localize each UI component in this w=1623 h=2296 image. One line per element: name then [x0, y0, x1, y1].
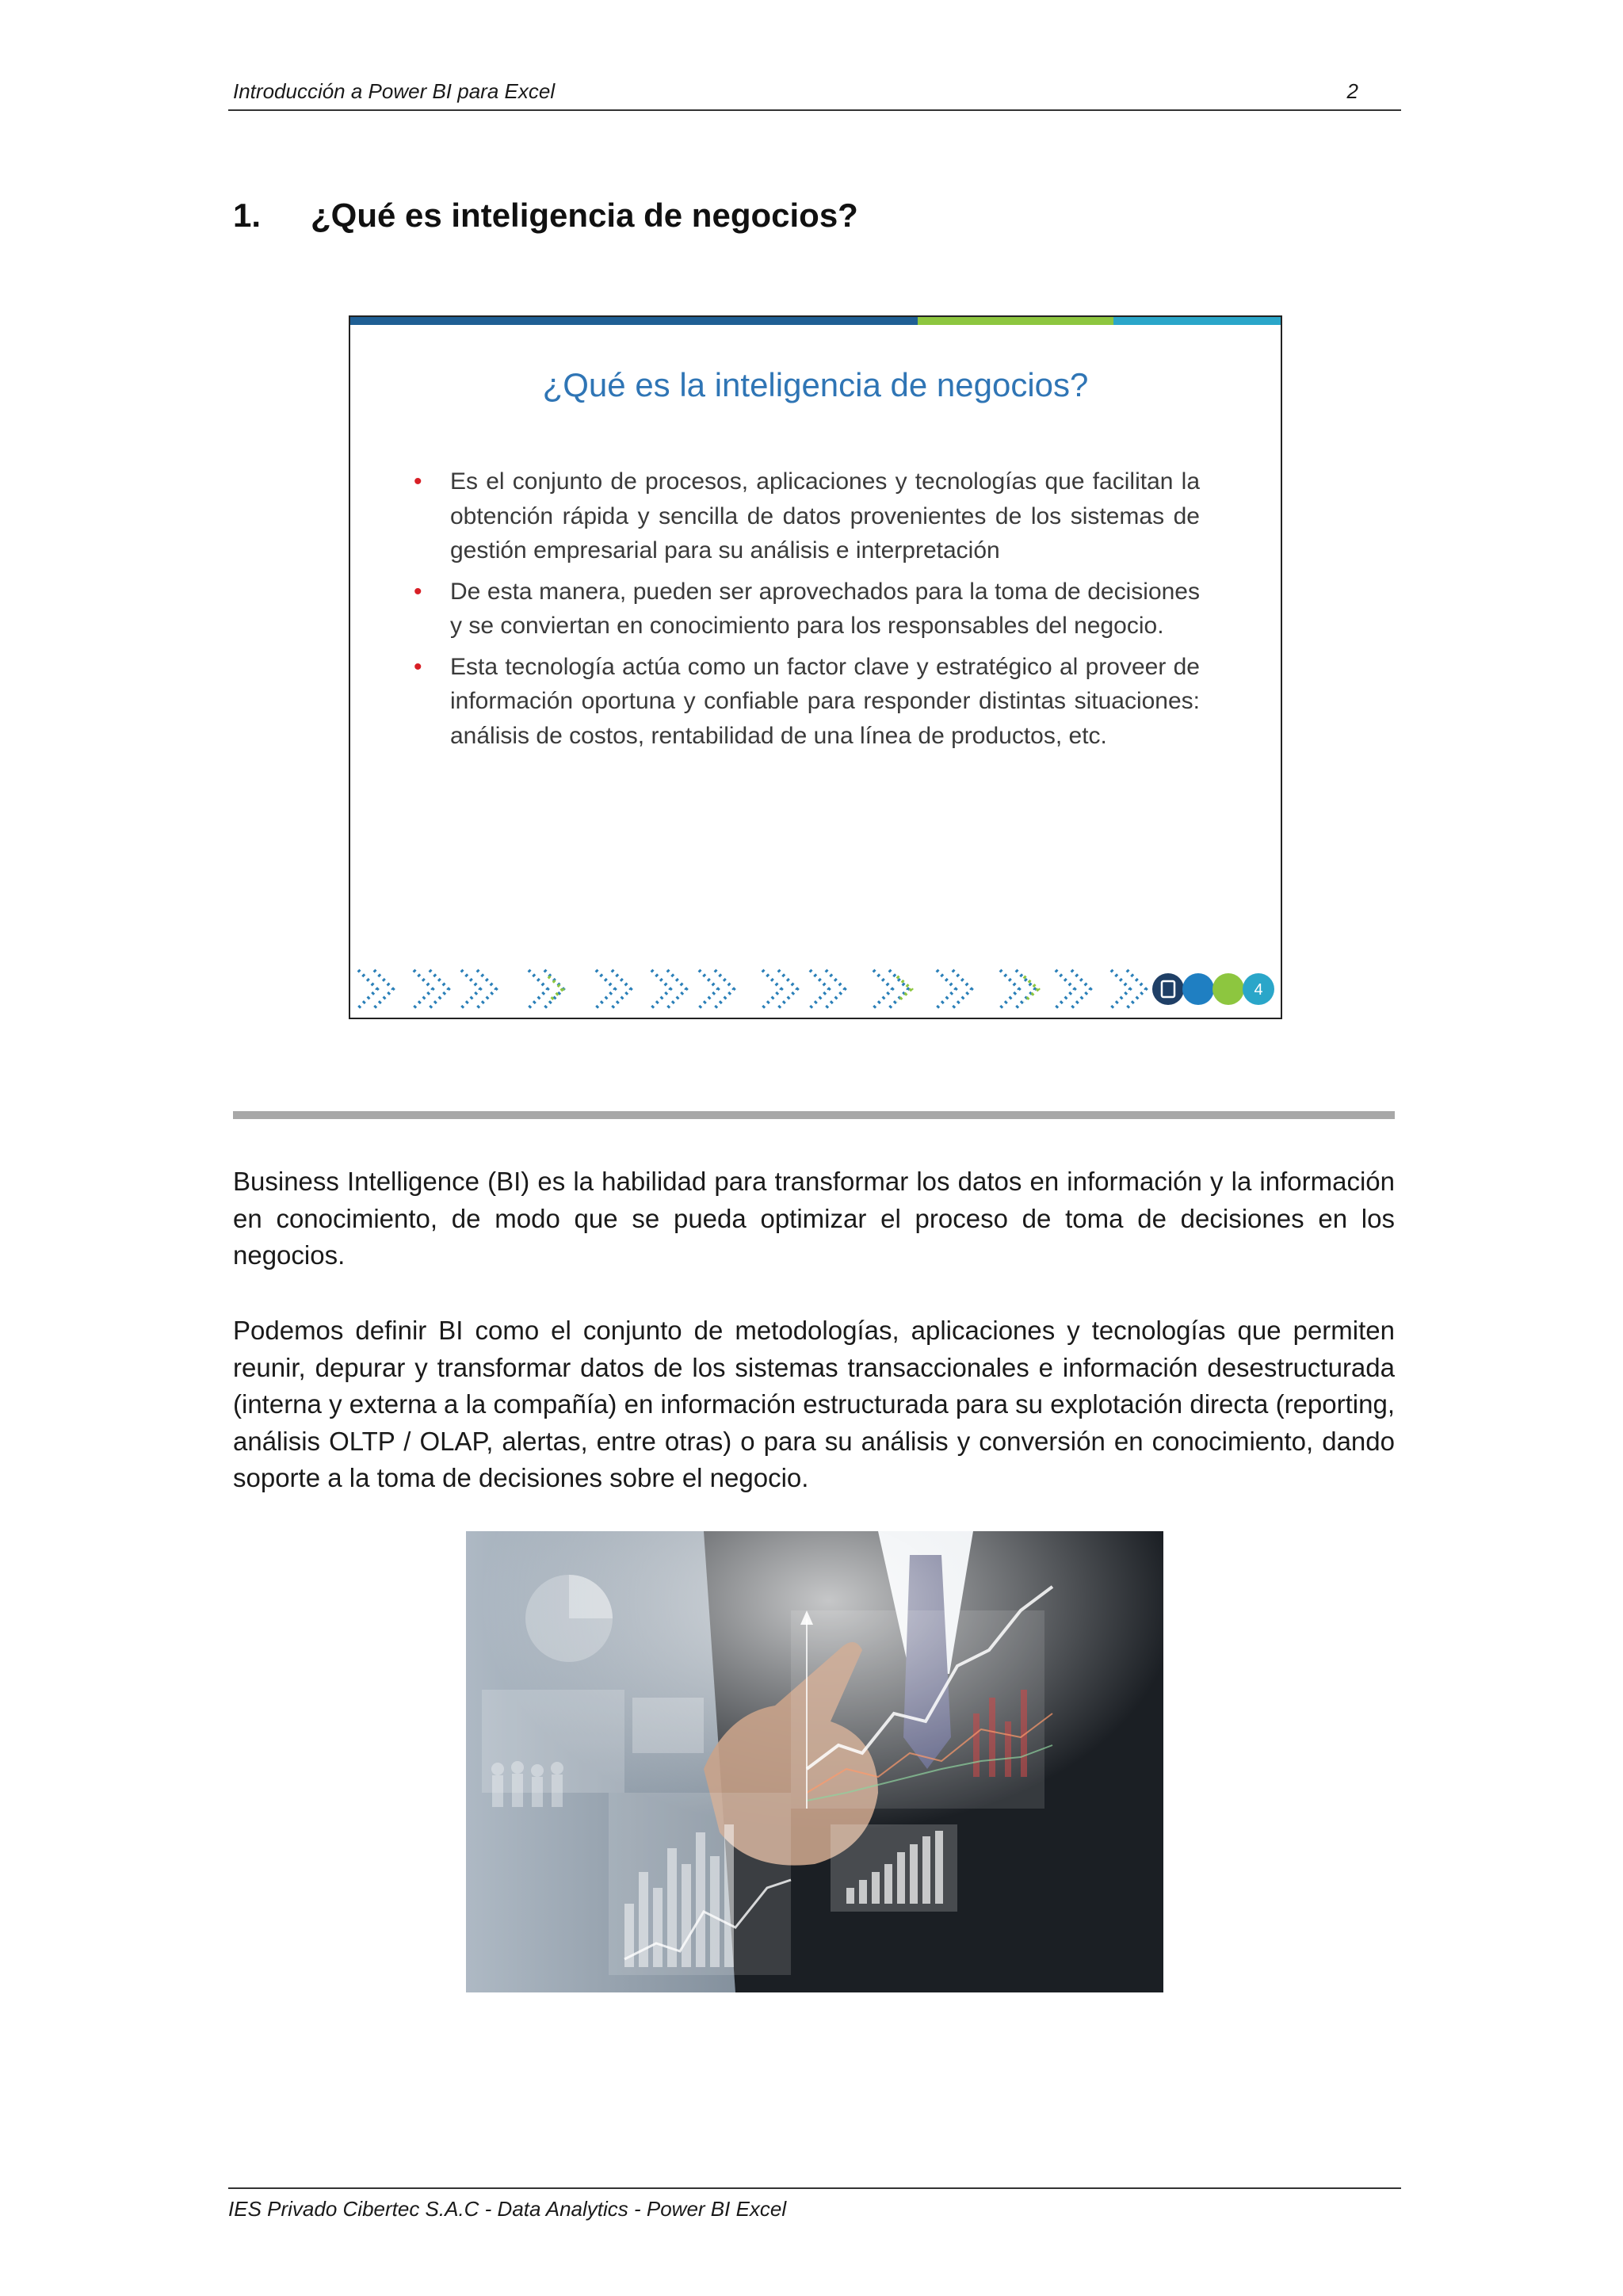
section-number: 1. — [233, 197, 262, 234]
header-title: Introducción a Power BI para Excel — [233, 79, 556, 103]
paragraph-definition: Business Intelligence (BI) es la habilidad para transformar los datos en información y la información en conocimiento, de modo que se pueda optimizar el proceso de toma de decisiones en los negocios. — [233, 1167, 1395, 1270]
circle-blue-icon — [1182, 973, 1214, 1005]
slide-bullet: • De esta manera, pueden ser aprovechados para la toma de decisiones y se conviertan en conocimiento para los responsables del negocio. — [414, 575, 1200, 644]
page-header — [228, 78, 1401, 111]
slide-top-bar — [350, 317, 1281, 325]
section-divider — [233, 1111, 1395, 1119]
circle-green-icon — [1212, 973, 1244, 1005]
slide-footer-decoration — [350, 961, 1281, 1018]
slide-image — [349, 315, 1282, 1019]
slide-number: 4 — [1254, 981, 1263, 999]
slide-bullet-list — [414, 464, 1200, 759]
slide-bullet: • Es el conjunto de procesos, aplicaciones y tecnologías que facilitan la obtención rápida y sencilla de datos provenientes de los sistemas de gestión empresarial para su análisis e interpretación — [414, 464, 1200, 568]
chevron-pattern-icon — [358, 970, 1146, 1008]
photo-illustration — [466, 1531, 1163, 1992]
bullet-dot-icon: • — [414, 653, 422, 680]
slide-bullet: • Esta tecnología actúa como un factor clave y estratégico al proveer de información oportuna y confiable para responder distintas situaciones: análisis de costos, rentabilidad de una línea de productos, etc. — [414, 650, 1200, 754]
footer-text: IES Privado Cibertec S.A.C - Data Analytics - Power BI Excel — [228, 2197, 787, 2221]
slide-title: ¿Qué es la inteligencia de negocios? — [542, 366, 1089, 403]
paragraph-bi-methodologies: Podemos definir BI como el conjunto de metodologías, aplicaciones y tecnologías que permiten reunir, depurar y transformar datos de los sistemas transaccionales e información desestructurada (interna y externa a la compañía) en información estructurada para su explotación directa (reporting, análisis OLTP / OLAP, alertas, entre otras) o para su análisis y conversión en conocimiento, dando soporte a la toma de decisiones sobre el negocio. — [233, 1316, 1395, 1492]
page-footer — [228, 2187, 1401, 2222]
bullet-dot-icon: • — [414, 468, 422, 495]
bullet-dot-icon: • — [414, 578, 422, 605]
business-analytics-photo — [466, 1531, 1163, 1992]
page-number: 2 — [1346, 79, 1358, 103]
circle-logo-icon — [1152, 973, 1184, 1005]
section-heading — [233, 197, 858, 235]
section-title: ¿Qué es inteligencia de negocios? — [311, 197, 858, 234]
